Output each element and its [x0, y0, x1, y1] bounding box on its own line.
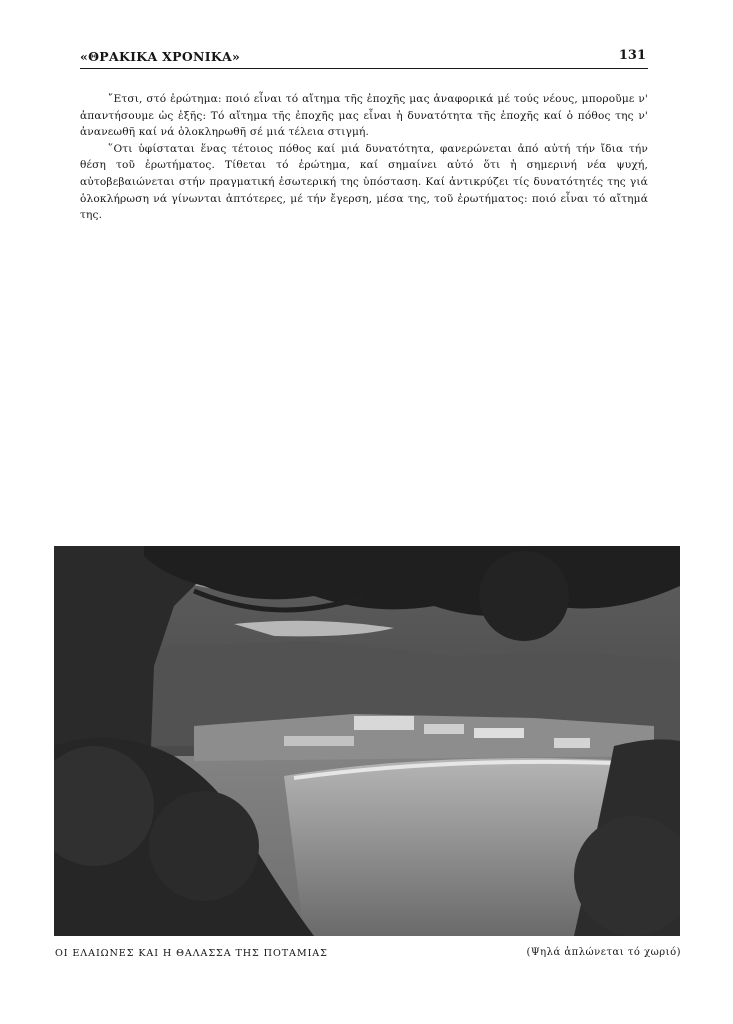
running-header	[80, 46, 648, 69]
landscape-photo	[54, 546, 680, 936]
page-number: 131	[618, 48, 646, 63]
photo-subcaption: (Ψηλά ἁπλώνεται τό χωριό)	[526, 947, 681, 958]
article-body	[80, 91, 648, 224]
photo-caption: ΟΙ ΕΛΑΙΩΝΕΣ ΚΑΙ Η ΘΑΛΑΣΣΑ ΤΗΣ ΠΟΤΑΜΙΑΣ	[55, 948, 328, 959]
paragraph: ῎Ετσι, στό ἐρώτημα: ποιό εἶναι τό αἴτημα τῆς ἐποχῆς μας ἀναφορικά μέ τούς νέους, μποροῦμε ν' ἀπαντήσουμε ὡς ἑξῆς: Τό αἴτημα τῆς ἐποχῆς μας εἶναι ἡ δυνατότητα τῆς ἐποχῆς καί ὁ πόθος της ν' ἀνανεωθῆ καί νά ὁλοκληρωθῆ σέ μιά τέλεια στιγμή.	[80, 93, 648, 139]
paragraph: ῞Οτι ὑφίσταται ἕνας τέτοιος πόθος καί μιά δυνατότητα, φανερώνεται ἀπό αὐτή τήν ἴδια τήν θέση τοῦ ἐρωτήματος. Τίθεται τό ἐρώτημα, καί σημαίνει αὐτό ὅτι ἡ σημερινή νέα ψυχή, αὐτοβεβαιώνεται στήν πραγματική ἐσωτερική της ὑπόσταση. Καί ἀντικρύζει τίς δυνατότητές της γιά ὁλοκλήρωση νά γίνωνται ἁπτότερες, μέ τήν ἔγερση, μέσα της, τοῦ ἐρωτήματος: ποιό εἶναι τό αἴτημά της.	[80, 142, 648, 222]
journal-title: «ΘΡΑΚΙΚΑ ΧΡΟΝΙΚΑ»	[80, 49, 241, 64]
